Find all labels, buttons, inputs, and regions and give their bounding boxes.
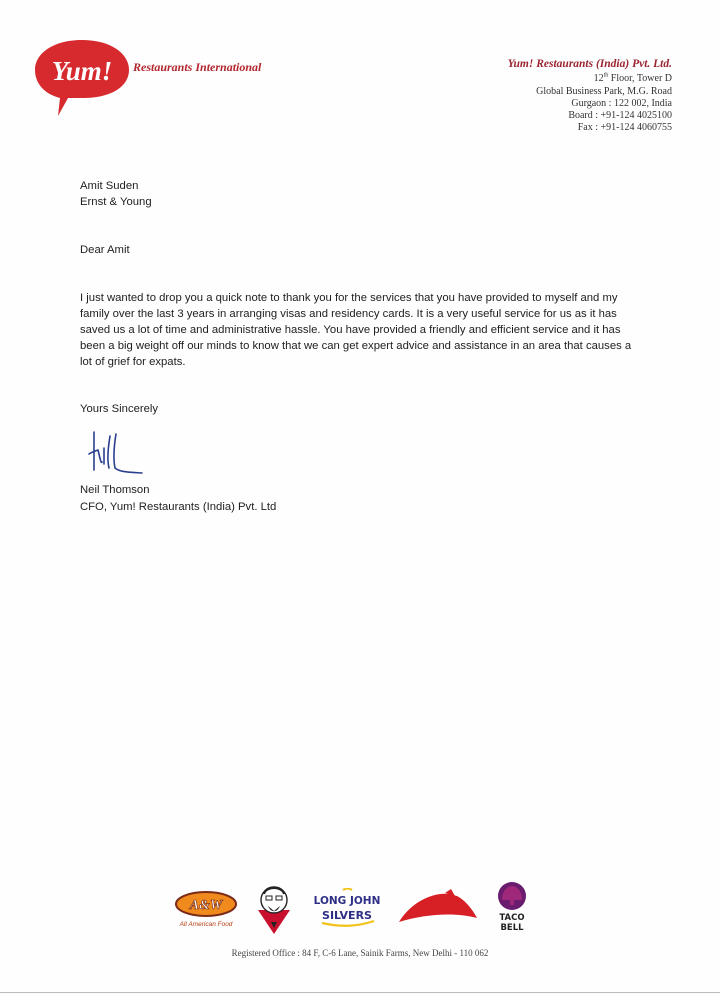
- recipient-org: Ernst & Young: [80, 196, 152, 208]
- signer-title: CFO, Yum! Restaurants (India) Pvt. Ltd: [80, 500, 277, 513]
- company-name: Yum! Restaurants (India) Pvt. Ltd.: [507, 58, 672, 70]
- aw-logo-icon: [170, 890, 242, 930]
- bottom-edge-divider: [0, 992, 720, 993]
- brand-logos: [170, 880, 540, 940]
- fax-number: Fax : +91-124 4060755: [577, 122, 672, 134]
- svg-text:BELL: BELL: [500, 923, 524, 933]
- recipient-name: Amit Suden: [80, 180, 139, 192]
- pizza-hut-logo-icon: [395, 888, 480, 928]
- board-phone: Board : +91-124 4025100: [568, 110, 672, 122]
- yum-logo-text: Yum!: [51, 56, 113, 86]
- ljs-logo-icon: [310, 888, 384, 928]
- salutation: Dear Amit: [80, 244, 130, 256]
- signer-block: [80, 482, 276, 515]
- signer-name: Neil Thomson: [80, 484, 150, 496]
- address-line-3: Gurgaon : 122 002, India: [571, 97, 672, 109]
- svg-text:SILVERS: SILVERS: [322, 909, 372, 922]
- signature-icon: [86, 428, 156, 478]
- recipient-block: [80, 178, 640, 210]
- svg-text:LONG JOHN: LONG JOHN: [313, 895, 381, 907]
- svg-text:A&W: A&W: [189, 898, 223, 913]
- company-address-block: [412, 58, 672, 135]
- address-floor: 12th Floor, Tower D: [593, 72, 672, 85]
- registered-office: Registered Office : 84 F, C-6 Lane, Sainik Farms, New Delhi - 110 062: [231, 948, 489, 958]
- svg-text:TACO: TACO: [499, 913, 525, 923]
- taco-bell-logo-icon: [490, 880, 534, 935]
- letter-body: [80, 178, 640, 417]
- yum-logo-icon: [32, 36, 132, 118]
- closing: Yours Sincerely: [80, 403, 159, 415]
- kfc-logo-icon: [254, 880, 294, 935]
- address-line-2: Global Business Park, M.G. Road: [536, 85, 672, 97]
- svg-text:All American Food: All American Food: [179, 921, 233, 928]
- letter-paragraph: I just wanted to drop you a quick note to thank you for the services that you have provided to myself and my family over the last 3 years in arranging visas and residency cards. It is a very useful service for us as it has saved us a lot of time and administrative hassle. You have provided a friendly and efficient service and it has been a big weight off our minds to know that we can get expert advice and assistance in an area that causes a lot of grief for expats.: [80, 292, 632, 368]
- brand-tagline: Restaurants International: [133, 60, 262, 74]
